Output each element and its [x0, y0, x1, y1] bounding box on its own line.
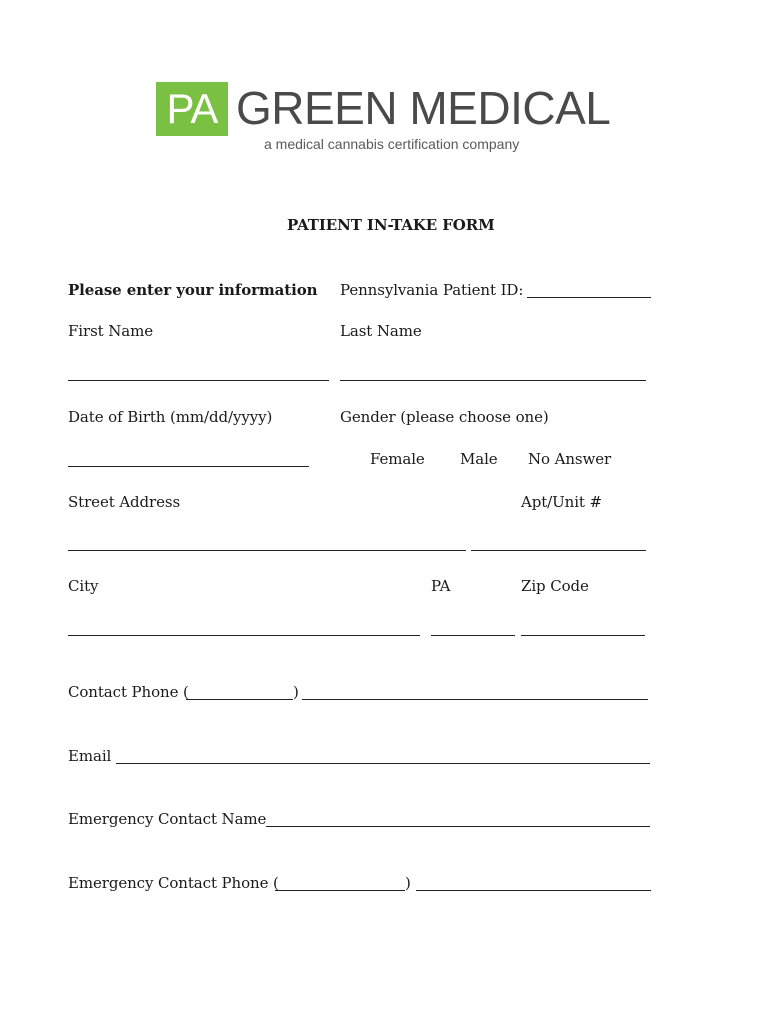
emergency-phone-close-paren: ): [405, 874, 411, 892]
zip-code-label: Zip Code: [521, 577, 589, 595]
gender-option-no-answer[interactable]: No Answer: [528, 450, 612, 468]
apt-unit-label: Apt/Unit #: [521, 493, 602, 511]
email-field[interactable]: [116, 763, 650, 764]
logo-mark: PA: [156, 82, 228, 136]
contact-phone-close-paren: ): [293, 683, 299, 701]
emergency-contact-name-label: Emergency Contact Name: [68, 810, 267, 828]
gender-label: Gender (please choose one): [340, 408, 549, 426]
last-name-field[interactable]: [340, 380, 646, 381]
email-label: Email: [68, 747, 112, 765]
street-address-field[interactable]: [68, 550, 466, 551]
logo-tagline: a medical cannabis certification company: [264, 136, 520, 152]
form-intro: Please enter your information: [68, 281, 318, 299]
emergency-phone-area-code-field[interactable]: [275, 890, 405, 891]
contact-phone-label: Contact Phone (: [68, 683, 189, 701]
dob-field[interactable]: [68, 466, 309, 467]
patient-id-field[interactable]: [527, 297, 651, 298]
contact-phone-area-code-field[interactable]: [186, 699, 293, 700]
emergency-phone-number-field[interactable]: [416, 890, 651, 891]
patient-id-label: Pennsylvania Patient ID:: [340, 281, 524, 299]
gender-option-male[interactable]: Male: [460, 450, 498, 468]
dob-label: Date of Birth (mm/dd/yyyy): [68, 408, 273, 426]
emergency-contact-name-field[interactable]: [266, 826, 650, 827]
apt-unit-field[interactable]: [471, 550, 646, 551]
last-name-label: Last Name: [340, 322, 422, 340]
form-title: PATIENT IN-TAKE FORM: [287, 216, 495, 234]
first-name-label: First Name: [68, 322, 154, 340]
street-address-label: Street Address: [68, 493, 181, 511]
emergency-phone-label: Emergency Contact Phone (: [68, 874, 279, 892]
logo-wordmark: GREEN MEDICAL: [236, 82, 611, 134]
gender-option-female[interactable]: Female: [370, 450, 425, 468]
state-label: PA: [431, 577, 451, 595]
zip-code-field[interactable]: [521, 635, 645, 636]
city-field[interactable]: [68, 635, 420, 636]
city-label: City: [68, 577, 99, 595]
contact-phone-number-field[interactable]: [302, 699, 648, 700]
first-name-field[interactable]: [68, 380, 329, 381]
state-field[interactable]: [431, 635, 515, 636]
